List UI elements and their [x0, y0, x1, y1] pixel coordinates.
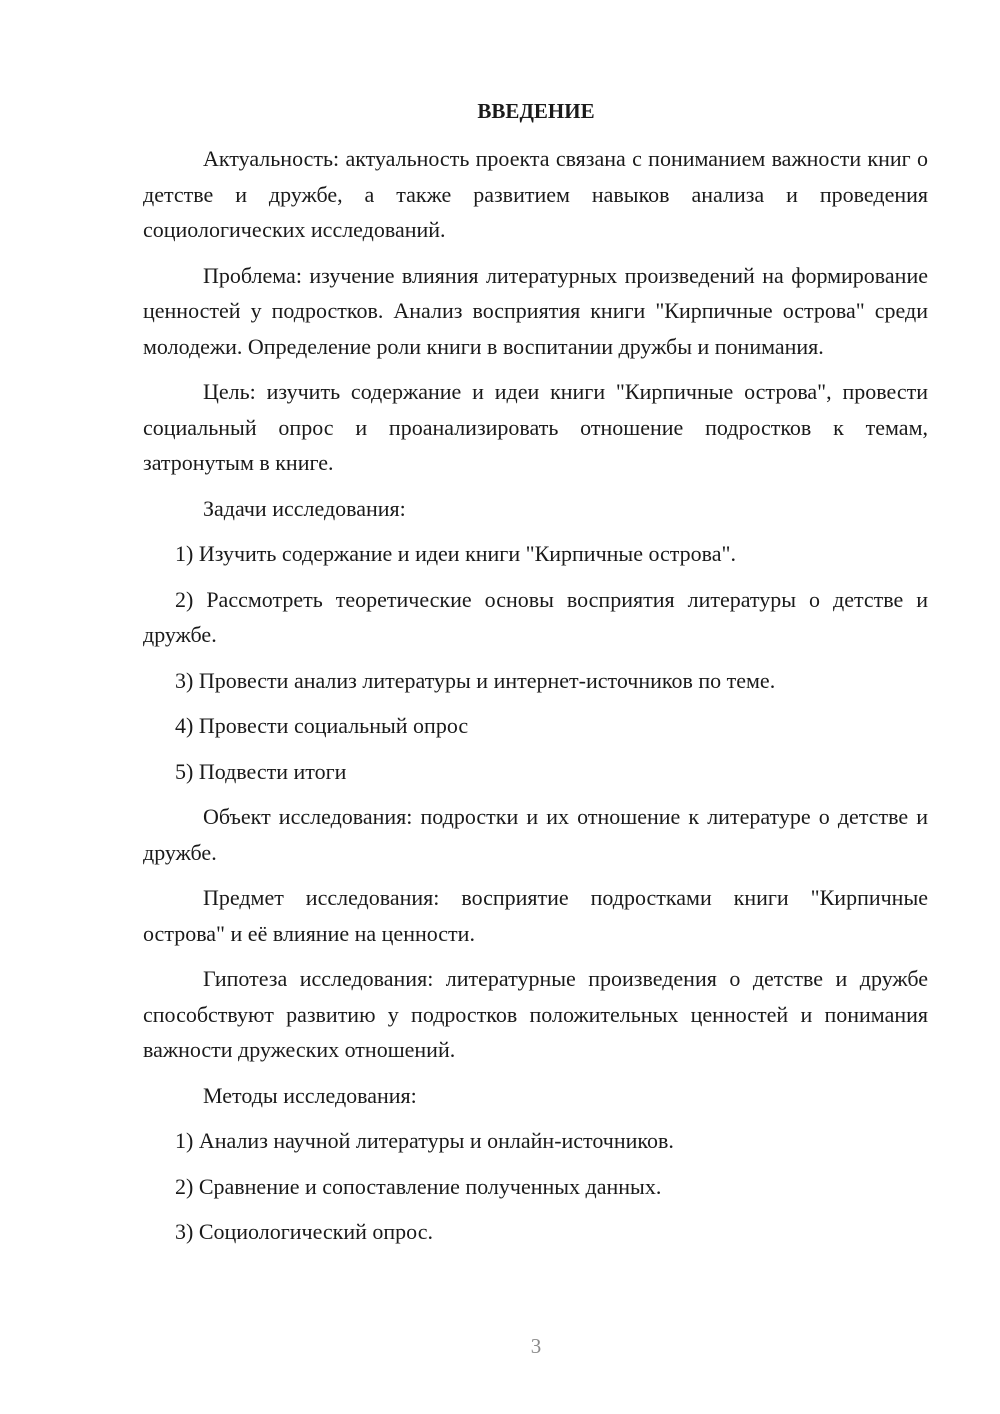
- task-item: 1) Изучить содержание и идеи книги "Кирпичные острова".: [175, 541, 736, 566]
- task-item: 3) Провести анализ литературы и интернет-источников по теме.: [175, 667, 776, 693]
- goal-paragraph: Цель: изучить содержание и идеи книги "Кирпичные острова", провести социальный опрос и проанализировать отношение подростков к темам, затронутым в книге.: [143, 379, 928, 475]
- methods-heading: Методы исследования:: [203, 1082, 417, 1108]
- subject-paragraph: Предмет исследования: восприятие подростками книги "Кирпичные острова" и её влияние на ценности.: [143, 885, 928, 946]
- problem-paragraph: Проблема: изучение влияния литературных произведений на формирование ценностей у подростков. Анализ восприятия книги "Кирпичные острова" среди молодежи. Определение роли книги в воспитании дружбы и понимания.: [143, 262, 928, 359]
- task-item: 4) Провести социальный опрос: [175, 713, 469, 738]
- object-paragraph: Объект исследования: подростки и их отношение к литературе о детстве и дружбе.: [143, 804, 928, 865]
- method-item: 2) Сравнение и сопоставление полученных данных.: [175, 1173, 662, 1199]
- relevance-paragraph: Актуальность: актуальность проекта связана с пониманием важности книг о детстве и дружбе, а также развитием навыков анализа и проведения социологических исследований.: [143, 146, 928, 242]
- tasks-heading: Задачи исследования:: [203, 495, 406, 521]
- method-item: 3) Социологический опрос.: [175, 1219, 433, 1244]
- page-title: ВВЕДЕНИЕ: [477, 99, 595, 123]
- method-item: 1) Анализ научной литературы и онлайн-источников.: [175, 1128, 674, 1153]
- page-number: 3: [530, 1334, 542, 1358]
- document-body: [143, 141, 928, 1260]
- task-item: 2) Рассмотреть теоретические основы восприятия литературы о детстве и дружбе.: [143, 586, 928, 647]
- task-item: 5) Подвести итоги: [175, 758, 347, 784]
- hypothesis-paragraph: Гипотеза исследования: литературные произведения о детстве и дружбе способствуют развитию у подростков положительных ценностей и понимания важности дружеских отношений.: [143, 966, 928, 1062]
